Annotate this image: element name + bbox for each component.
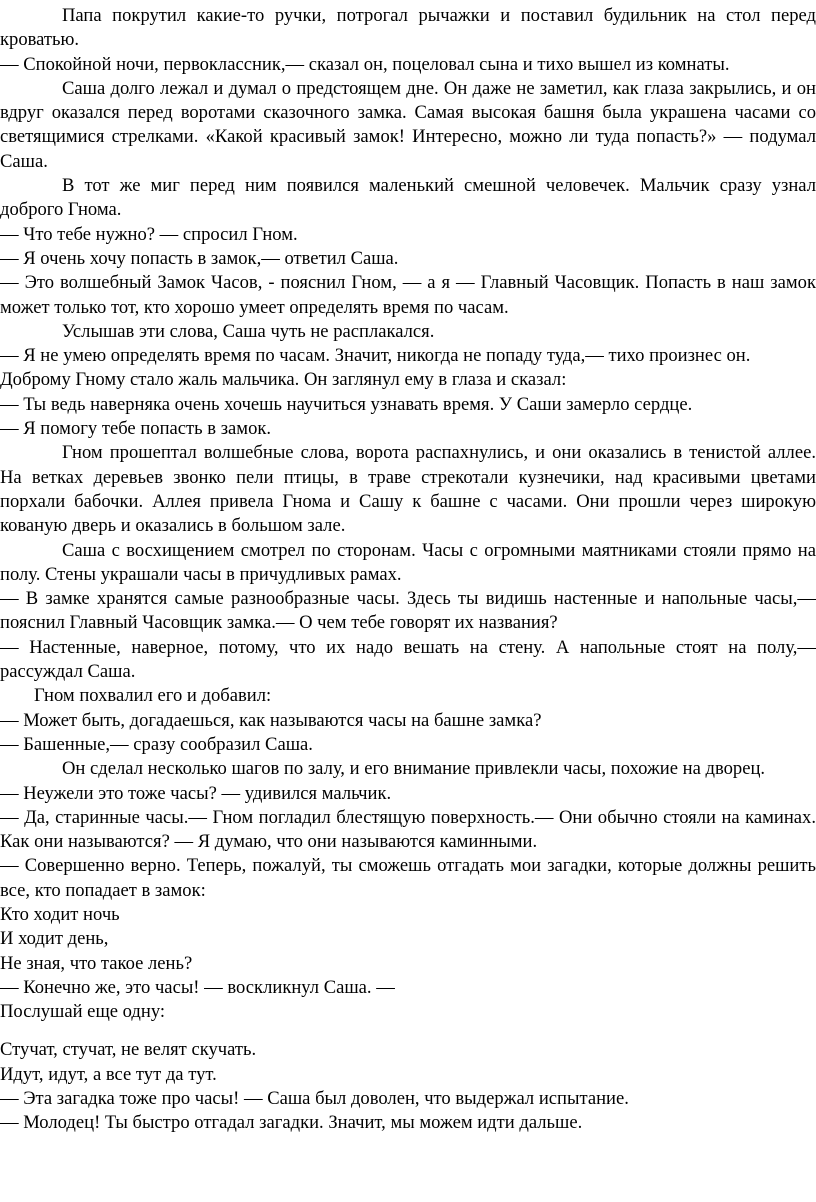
paragraph-32: — Эта загадка тоже про часы! — Саша был доволен, что выдержал испытание. — [0, 1088, 629, 1110]
paragraph-6: — Я очень хочу попасть в замок,— ответил Саша. — [0, 247, 399, 269]
riddle-1-line-2: И ходит день, — [0, 928, 109, 950]
paragraph-2: — Спокойной ночи, первоклассник,— сказал он, поцеловал сына и тихо вышел из комнаты. — [0, 53, 730, 75]
paragraph-16: — Настенные, наверное, потому, что их надо вешать на стену. А напольные стоят на полу,— рассуждал Саша. — [0, 636, 816, 683]
paragraph-17: Гном похвалил его и добавил: — [34, 685, 272, 707]
paragraph-11: — Ты ведь наверняка очень хочешь научиться узнавать время. У Саши замерло сердце. — [0, 393, 693, 415]
paragraph-20: Он сделал несколько шагов по залу, и его внимание привлекли часы, похожие на дворец. — [62, 758, 766, 780]
paragraph-7: — Это волшебный Замок Часов, - пояснил Гном, — а я — Главный Часовщик. Попасть в наш замок может только тот, кто хорошо умеет определять время по часам. — [0, 272, 816, 318]
paragraph-21: — Неужели это тоже часы? — удивился мальчик. — [0, 782, 392, 804]
riddle-1-line-1: Кто ходит ночь — [0, 903, 120, 925]
paragraph-8: Услышав эти слова, Саша чуть не расплакался. — [62, 320, 435, 342]
riddle-2-line-2: Идут, идут, а все тут да тут. — [0, 1063, 217, 1085]
paragraph-5: — Что тебе нужно? — спросил Гном. — [0, 223, 298, 245]
paragraph-23: — Совершенно верно. Теперь, пожалуй, ты сможешь отгадать мои загадки, которые должны решить все, кто попадает в замок: — [0, 855, 816, 901]
paragraph-15: — В замке хранятся самые разнообразные часы. Здесь ты видишь настенные и напольные часы,— пояснил Главный Часовщик замка.— О чем тебе говорят их названия? — [0, 588, 816, 634]
paragraph-10: Доброму Гному стало жаль мальчика. Он заглянул ему в глаза и сказал: — [0, 369, 567, 391]
paragraph-3: Саша долго лежал и думал о предстоящем дне. Он даже не заметил, как глаза закрылись, и он вдруг оказался перед воротами сказочного замка. Самая высокая башня была украшена часами со светящимися стрелками. «Какой красивый замок! Интересно, можно ли туда попасть?» — подумал Саша. — [0, 77, 816, 172]
riddle-1-line-3: Не зная, что такое лень? — [0, 952, 193, 974]
paragraph-19: — Башенные,— сразу сообразил Саша. — [0, 733, 313, 755]
paragraph-18: — Может быть, догадаешься, как называются часы на башне замка? — [0, 709, 542, 731]
paragraph-22: — Да, старинные часы.— Гном погладил блестящую поверхность.— Они обычно стояли на каминах. Как они называются? — Я думаю, что они называются каминными. — [0, 806, 816, 853]
paragraph-4: В тот же миг перед ним появился маленький смешной человечек. Мальчик сразу узнал доброго Гнома. — [0, 175, 816, 221]
paragraph-12: — Я помогу тебе попасть в замок. — [0, 418, 272, 440]
paragraph-9: — Я не умею определять время по часам. Значит, никогда не попаду туда,— тихо произнес он. — [0, 345, 751, 367]
paragraph-27: — Конечно же, это часы! — воскликнул Саша. — — [0, 976, 395, 998]
paragraph-13: Гном прошептал волшебные слова, ворота распахнулись, и они оказались в тенистой аллее. На ветках деревьев звонко пели птицы, в траве стрекотали кузнечики, над красивыми цветами порхали бабочки. Аллея привела Гнома и Сашу к башне с часами. Они прошли через широкую кованую дверь и оказались в большом зале. — [0, 442, 816, 537]
paragraph-1: Папа покрутил какие-то ручки, потрогал рычажки и поставил будильник на стол перед кроватью. — [0, 5, 816, 51]
riddle-2-line-1: Стучат, стучат, не велят скучать. — [0, 1039, 257, 1061]
paragraph-33: — Молодец! Ты быстро отгадал загадки. Значит, мы можем идти дальше. — [0, 1112, 583, 1134]
paragraph-14: Саша с восхищением смотрел по сторонам. Часы с огромными маятниками стояли прямо на полу. Стены украшали часы в причудливых рамах. — [0, 539, 816, 585]
blank-line — [0, 1024, 816, 1038]
paragraph-28: Послушай еще одну: — [0, 1001, 166, 1023]
